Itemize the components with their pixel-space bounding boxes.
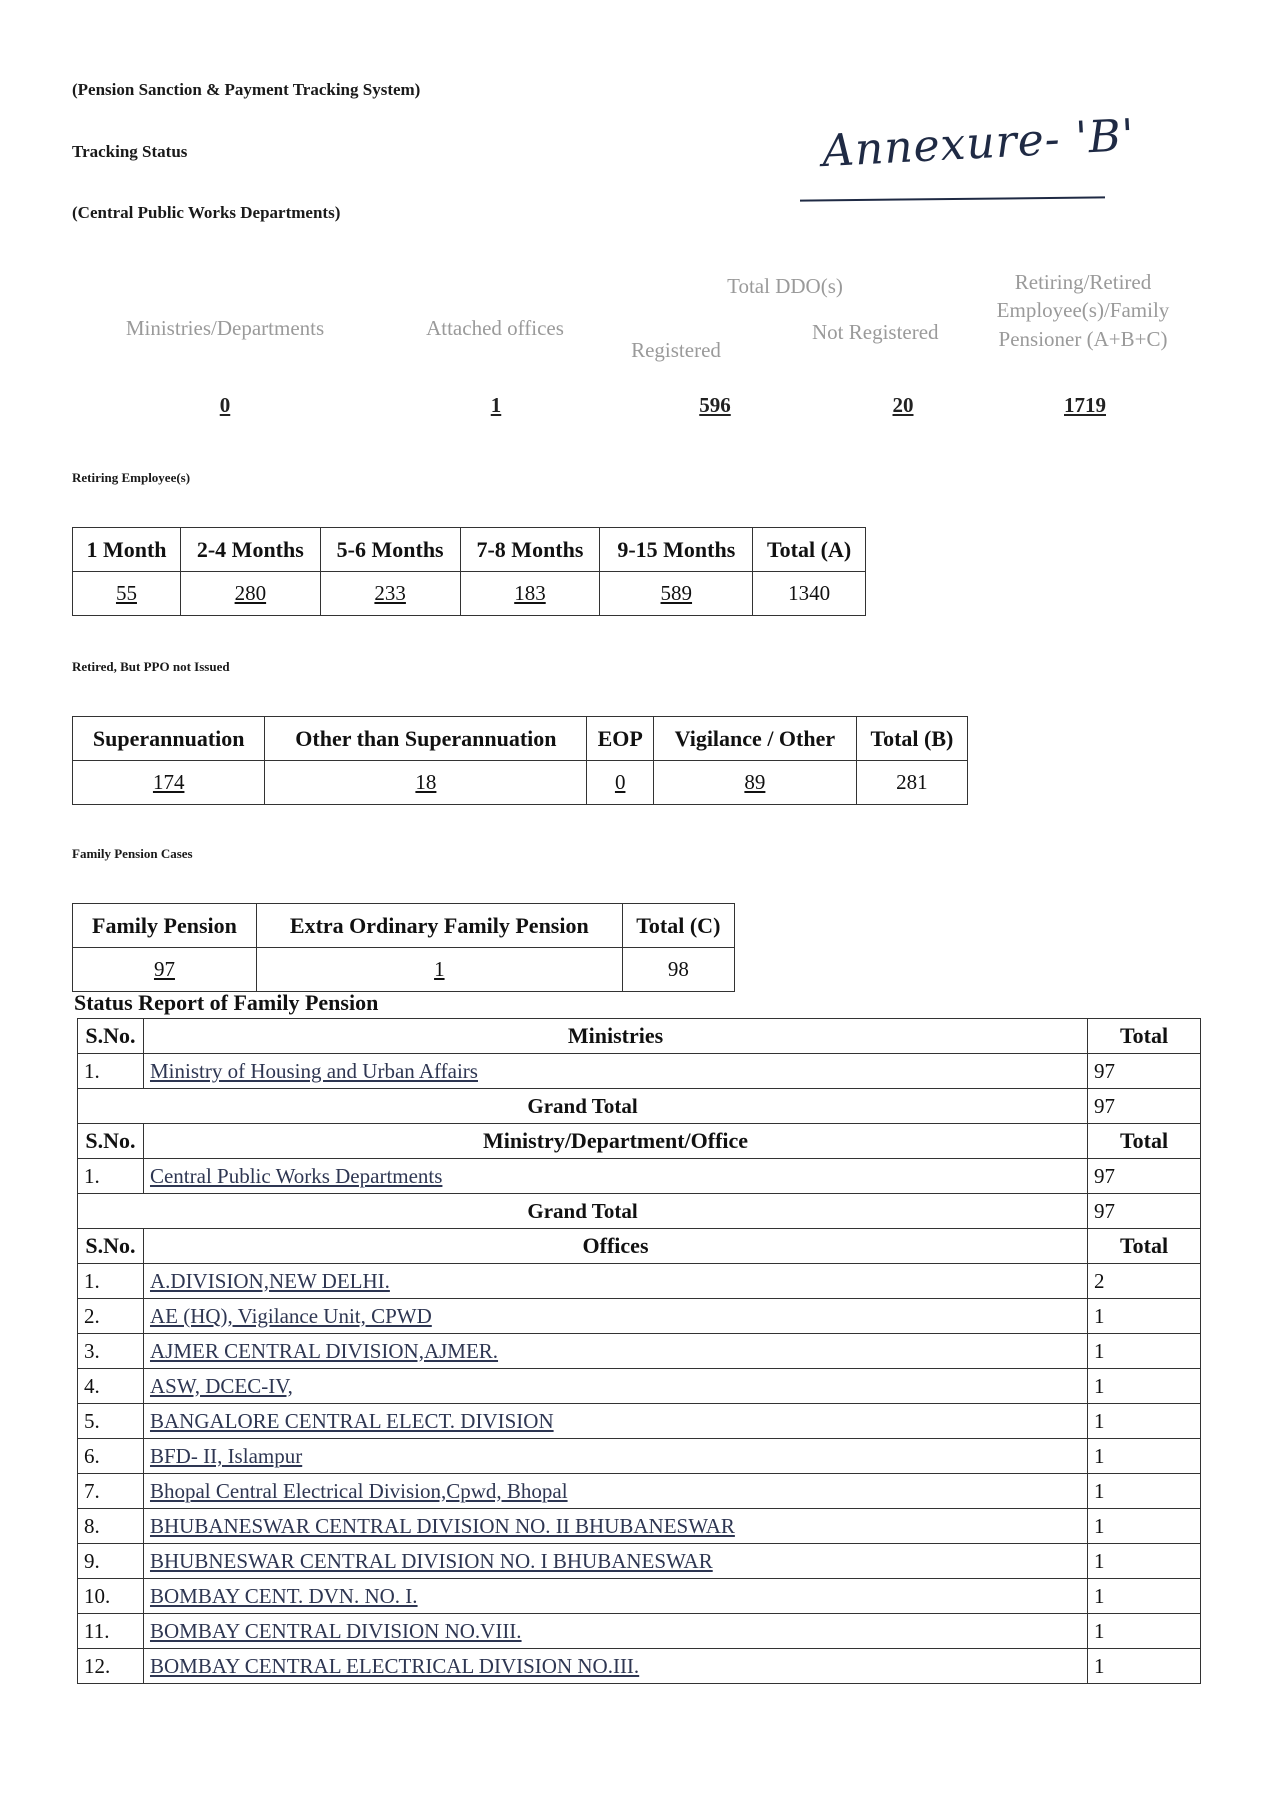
row-sno: 3. [78, 1334, 144, 1369]
ministry-row [78, 1054, 1201, 1089]
row-total: 1 [1088, 1334, 1201, 1369]
row-total: 1 [1088, 1404, 1201, 1439]
ministries-header-row-label: Ministries [143, 1019, 1087, 1054]
office-row [78, 1264, 1201, 1299]
family-section-title: Family Pension Cases [72, 846, 193, 861]
sno-header: S.No. [78, 1124, 144, 1159]
retiring-value-link[interactable]: 233 [374, 581, 406, 605]
row-sno: 8. [78, 1509, 144, 1544]
ministries-value[interactable]: 0 [219, 393, 231, 417]
offices-header-row-label: Offices [143, 1229, 1087, 1264]
row-name-cell [143, 1334, 1087, 1369]
row-sno: 5. [78, 1404, 144, 1439]
row-total: 97 [1088, 1054, 1201, 1089]
annexure-underline [800, 196, 1105, 201]
row-sno: 2. [78, 1299, 144, 1334]
office-row [78, 1299, 1201, 1334]
row-name-cell [143, 1579, 1087, 1614]
row-name-link[interactable]: Bhopal Central Electrical Division,Cpwd, Bhopal [149, 1478, 568, 1503]
row-name-link[interactable]: BOMBAY CENT. DVN. NO. I. [149, 1583, 418, 1608]
total-ddo-label: Total DDO(s) [727, 274, 843, 298]
row-total: 1 [1088, 1544, 1201, 1579]
row-sno: 7. [78, 1474, 144, 1509]
row-name-link[interactable]: A.DIVISION,NEW DELHI. [149, 1268, 390, 1293]
row-total: 1 [1088, 1439, 1201, 1474]
annexure-handwritten: Annexure- 'B' [820, 109, 1137, 178]
retired-value-link[interactable]: 0 [614, 770, 626, 794]
retired-header: EOP [587, 717, 654, 761]
row-name-cell [143, 1544, 1087, 1579]
retired-table [72, 716, 968, 805]
family-header: Total (C) [622, 904, 734, 948]
row-total: 2 [1088, 1264, 1201, 1299]
retiring-section-title: Retiring Employee(s) [72, 470, 191, 485]
row-name-link[interactable]: BHUBANESWAR CENTRAL DIVISION NO. II BHUBANESWAR [149, 1513, 735, 1538]
total-header: Total [1088, 1124, 1201, 1159]
dept-header-row [78, 1124, 1201, 1159]
tracking-status-label: Tracking Status [72, 142, 188, 161]
row-name-cell [143, 1614, 1087, 1649]
row-name-cell [143, 1404, 1087, 1439]
office-row [78, 1334, 1201, 1369]
dept-header-row-label: Ministry/Department/Office [143, 1124, 1087, 1159]
row-name-cell [143, 1054, 1087, 1089]
office-row [78, 1579, 1201, 1614]
retiring-retired-value[interactable]: 1719 [1064, 393, 1106, 417]
row-total: 1 [1088, 1614, 1201, 1649]
not-registered-value[interactable]: 20 [892, 393, 914, 417]
department-label: (Central Public Works Departments) [72, 203, 341, 222]
retiring-value-link[interactable]: 280 [234, 581, 267, 605]
row-total: 1 [1088, 1649, 1201, 1684]
retiring-header: 9-15 Months [600, 528, 753, 572]
row-name-cell [143, 1159, 1087, 1194]
row-total: 1 [1088, 1474, 1201, 1509]
retired-value-link[interactable]: 89 [744, 770, 766, 794]
retiring-header: 1 Month [73, 528, 181, 572]
office-row [78, 1474, 1201, 1509]
ministries-header-row [78, 1019, 1201, 1054]
retired-total-value: 281 [896, 770, 928, 794]
registered-label: Registered [631, 338, 721, 362]
row-name-link[interactable]: Ministry of Housing and Urban Affairs [149, 1058, 478, 1083]
row-sno: 1. [78, 1264, 144, 1299]
row-name-link[interactable]: ASW, DCEC-IV, [149, 1373, 293, 1398]
office-row [78, 1649, 1201, 1684]
retiring-header: 7-8 Months [460, 528, 600, 572]
family-value-link[interactable]: 97 [153, 957, 175, 981]
office-row [78, 1544, 1201, 1579]
grand-total-value: 97 [1088, 1089, 1201, 1124]
attached-offices-value[interactable]: 1 [490, 393, 502, 417]
attached-offices-label: Attached offices [426, 316, 564, 340]
row-name-cell [143, 1369, 1087, 1404]
row-total: 1 [1088, 1299, 1201, 1334]
grand-total-value: 97 [1088, 1194, 1201, 1229]
row-sno: 1. [78, 1159, 144, 1194]
total-header: Total [1088, 1019, 1201, 1054]
not-registered-label: Not Registered [812, 320, 939, 344]
row-total: 1 [1088, 1369, 1201, 1404]
family-table [72, 903, 735, 992]
row-name-link[interactable]: Central Public Works Departments [149, 1163, 443, 1188]
row-sno: 4. [78, 1369, 144, 1404]
family-header: Extra Ordinary Family Pension [256, 904, 622, 948]
retiring-total-value: 1340 [788, 581, 831, 605]
status-report-title: Status Report of Family Pension [74, 990, 379, 1015]
retired-header: Total (B) [856, 717, 967, 761]
row-name-cell [143, 1474, 1087, 1509]
row-sno: 6. [78, 1439, 144, 1474]
office-row [78, 1509, 1201, 1544]
row-total: 97 [1088, 1159, 1201, 1194]
office-row [78, 1404, 1201, 1439]
sno-header: S.No. [78, 1229, 144, 1264]
retiring-header: 2-4 Months [180, 528, 320, 572]
row-name-link[interactable]: AJMER CENTRAL DIVISION,AJMER. [149, 1338, 499, 1363]
row-name-cell [143, 1299, 1087, 1334]
grand-total-row [78, 1194, 1201, 1229]
retired-section-title: Retired, But PPO not Issued [72, 659, 230, 674]
family-value-link[interactable]: 1 [434, 957, 445, 981]
retiring-value-link[interactable]: 183 [514, 581, 546, 605]
row-sno: 11. [78, 1614, 144, 1649]
retired-header: Superannuation [73, 717, 265, 761]
row-name-link[interactable]: BANGALORE CENTRAL ELECT. DIVISION [149, 1408, 554, 1433]
retiring-retired-label: Retiring/Retired Employee(s)/Family Pensioner (A+B+C) [996, 270, 1170, 351]
row-name-link[interactable]: BOMBAY CENTRAL ELECTRICAL DIVISION NO.III. [149, 1653, 640, 1678]
grand-total-row [78, 1089, 1201, 1124]
retiring-header: Total (A) [753, 528, 866, 572]
row-sno: 12. [78, 1649, 144, 1684]
row-name-link[interactable]: BOMBAY CENTRAL DIVISION NO.VIII. [149, 1618, 522, 1643]
status-report-table [77, 1018, 1201, 1684]
retired-header: Vigilance / Other [653, 717, 856, 761]
offices-header-row [78, 1229, 1201, 1264]
row-name-cell [143, 1509, 1087, 1544]
row-name-cell [143, 1649, 1087, 1684]
retired-value-link[interactable]: 18 [415, 770, 437, 794]
row-name-link[interactable]: AE (HQ), Vigilance Unit, CPWD [149, 1303, 432, 1328]
row-name-link[interactable]: BFD- II, Islampur [149, 1443, 303, 1468]
row-name-cell [143, 1439, 1087, 1474]
office-row [78, 1439, 1201, 1474]
office-row [78, 1369, 1201, 1404]
row-name-link[interactable]: BHUBNESWAR CENTRAL DIVISION NO. I BHUBANESWAR [149, 1548, 713, 1573]
ministries-label: Ministries/Departments [125, 316, 325, 340]
row-total: 1 [1088, 1509, 1201, 1544]
grand-total-label: Grand Total [78, 1194, 1088, 1229]
system-title: (Pension Sanction & Payment Tracking System) [72, 80, 421, 99]
row-sno: 10. [78, 1579, 144, 1614]
retiring-table [72, 527, 866, 616]
retiring-value-link[interactable]: 55 [115, 581, 137, 605]
row-total: 1 [1088, 1579, 1201, 1614]
grand-total-label: Grand Total [78, 1089, 1088, 1124]
registered-value[interactable]: 596 [699, 393, 731, 417]
retiring-header: 5-6 Months [320, 528, 460, 572]
row-sno: 1. [78, 1054, 144, 1089]
retired-header: Other than Superannuation [265, 717, 587, 761]
sno-header: S.No. [78, 1019, 144, 1054]
office-row [78, 1614, 1201, 1649]
department-row [78, 1159, 1201, 1194]
total-header: Total [1088, 1229, 1201, 1264]
family-header: Family Pension [73, 904, 257, 948]
row-name-cell [143, 1264, 1087, 1299]
family-total-value: 98 [667, 957, 689, 981]
retiring-value-link[interactable]: 589 [660, 581, 693, 605]
retired-value-link[interactable]: 174 [152, 770, 185, 794]
row-sno: 9. [78, 1544, 144, 1579]
